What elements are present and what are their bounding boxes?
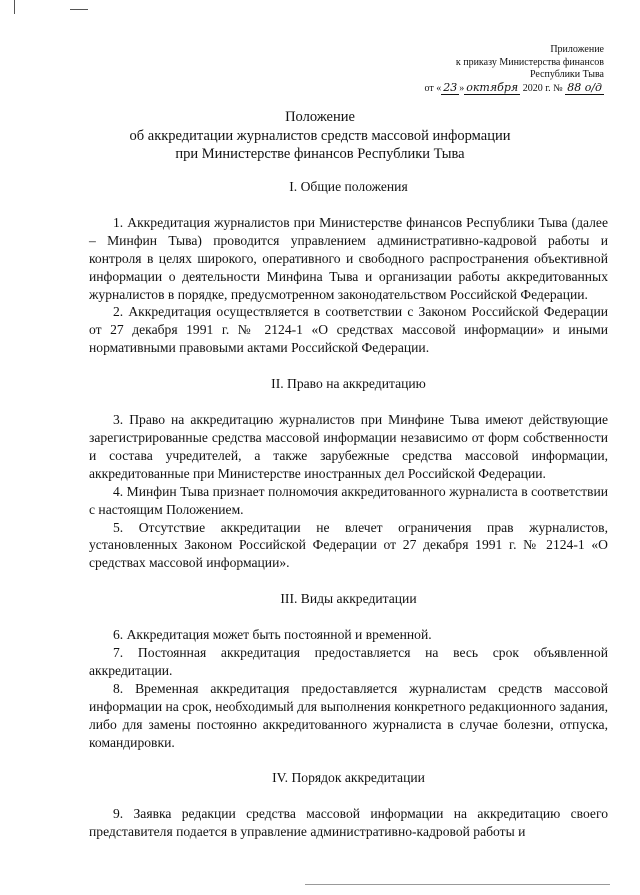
appendix-republic: Республики Тыва bbox=[529, 69, 604, 81]
paragraph-6: 6. Аккредитация может быть постоянной и временной. bbox=[113, 627, 432, 643]
appendix-date-line bbox=[424, 82, 604, 96]
scan-mark bbox=[14, 0, 15, 14]
paragraph-9: 9. Заявка редакции средства массовой информации на аккредитацию своего представителя подается в управление административно-кадровой работы и bbox=[89, 806, 608, 840]
page-bottom-rule bbox=[305, 884, 610, 885]
date-year: 2020 г. № bbox=[522, 82, 563, 94]
date-day: 23 bbox=[443, 80, 458, 94]
section-heading-3: III. Виды аккредитации bbox=[280, 591, 417, 607]
scan-mark-dash bbox=[70, 9, 88, 10]
date-prefix: от « bbox=[424, 82, 442, 94]
date-month: октября bbox=[466, 80, 519, 94]
paragraph-3: 3. Право на аккредитацию журналистов при Минфине Тыва имеют действующие зарегистрированные средства массовой информации независимо от форм собственности и состава учредителей, а также зарубежные средства массовой информации, аккредитованные при Министерстве иностранных дел Российской Федерации. bbox=[89, 412, 608, 481]
document-title bbox=[0, 108, 640, 164]
order-number: 88 о/д bbox=[567, 80, 602, 94]
paragraph-4: 4. Минфин Тыва признает полномочия аккредитованного журналиста в соответствии с настоящим Положением. bbox=[89, 483, 608, 517]
date-mid: » bbox=[459, 82, 465, 94]
document-body bbox=[89, 178, 608, 841]
title-line-3: при Министерстве финансов Республики Тыва bbox=[175, 146, 465, 162]
title-line-1: Положение bbox=[285, 109, 355, 125]
section-heading-2: II. Право на аккредитацию bbox=[271, 376, 426, 392]
appendix-block bbox=[424, 44, 604, 95]
paragraph-5: 5. Отсутствие аккредитации не влечет ограничения прав журналистов, установленных Законом Российской Федерации от 27 декабря 1991 г. № 2124-1 «О средствах массовой информации». bbox=[89, 519, 608, 571]
paragraph-7: 7. Постоянная аккредитация предоставляется на весь срок объявленной аккредитации. bbox=[89, 645, 608, 678]
paragraph-1: 1. Аккредитация журналистов при Министерстве финансов Республики Тыва (далее – Минфин Тыва) проводится управлением административно-кадровой работы и контроля в целях широкого, оперативного и свободного распространения объективной информации о деятельности Минфина Тыва и организации работы аккредитованных журналистов в порядке, предусмотренном законодательством Российской Федерации. bbox=[89, 214, 608, 302]
paragraph-2: 2. Аккредитация осуществляется в соответствии с Законом Российской Федерации от 27 декабря 1991 г. № 2124-1 «О средствах массовой информации» и иными нормативными правовыми актами Российской Федерации. bbox=[89, 304, 608, 356]
paragraph-8: 8. Временная аккредитация предоставляется журналистам средств массовой информации на срок, необходимый для выполнения конкретного редакционного задания, либо для замены постоянно аккредитованного журналиста в случае болезни, отпуска, командировки. bbox=[89, 680, 608, 750]
appendix-label: Приложение bbox=[550, 44, 604, 55]
section-heading-4: IV. Порядок аккредитации bbox=[272, 770, 425, 786]
appendix-order: к приказу Министерства финансов bbox=[455, 56, 604, 68]
section-heading-1: I. Общие положения bbox=[289, 179, 408, 194]
title-line-2: об аккредитации журналистов средств массовой информации bbox=[129, 127, 511, 144]
